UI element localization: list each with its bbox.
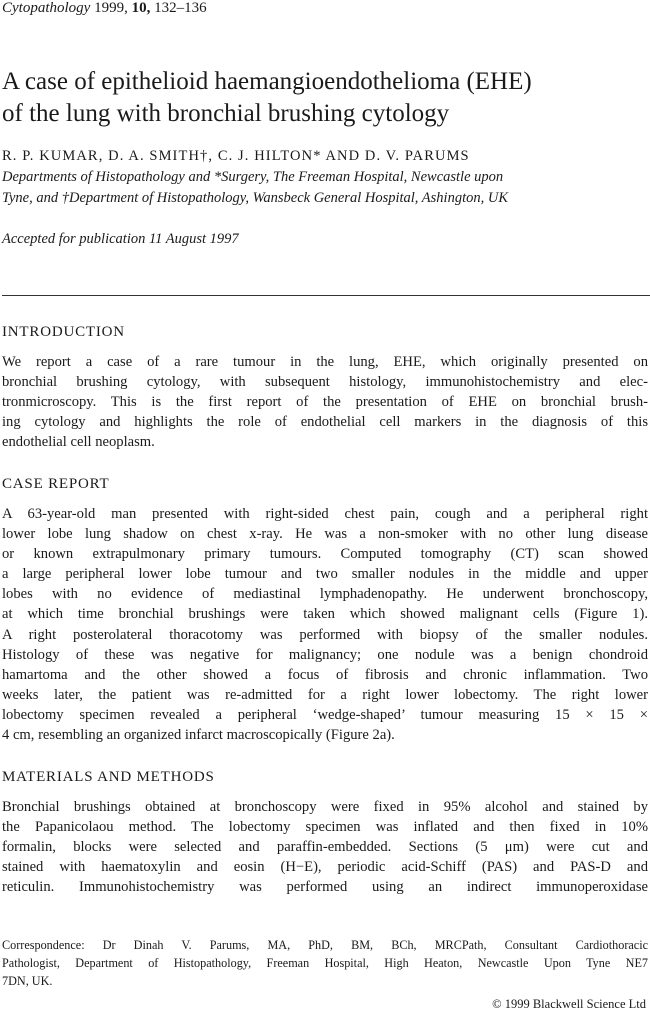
body-line: weeks later, the patient was re-admitted for a right lower lobectomy. The right lower: [2, 686, 648, 703]
materials-methods-paragraph: [2, 797, 648, 897]
affiliation-line-2: Tyne, and †Department of Histopathology, Wansbeck General Hospital, Ashington, UK: [2, 190, 508, 206]
body-line: We report a case of a rare tumour in the lung, EHE, which originally presented on: [2, 354, 648, 370]
body-line: lobes with no evidence of mediastinal lymphadenopathy. He underwent bronchoscopy,: [2, 586, 648, 603]
body-line: at which time bronchial brushings were taken which showed malignant cells (Figure 1).: [2, 606, 648, 623]
paper-page: [2, 0, 648, 1013]
section-heading-materials-methods: MATERIALS AND METHODS: [2, 769, 215, 785]
footnote-line: Correspondence: Dr Dinah V. Parums, MA, PhD, BM, BCh, MRCPath, Consultant Cardiothoracic: [2, 938, 648, 952]
case-report-paragraph: [2, 504, 648, 745]
body-line: Histology of these was negative for malignancy; one nodule was a benign chondroid: [2, 646, 648, 663]
body-line: lobectomy specimen revealed a peripheral ‘wedge-shaped’ tumour measuring 15 × 15 ×: [2, 706, 648, 723]
body-line: formalin, blocks were selected and paraffin-embedded. Sections (5 μm) were cut and: [2, 839, 648, 856]
body-line: A 63-year-old man presented with right-sided chest pain, cough and a peripheral right: [2, 506, 648, 522]
journal-citation: [2, 0, 207, 18]
affiliations: [2, 167, 642, 209]
journal-pages: 132–136: [154, 0, 207, 16]
body-line: reticulin. Immunohistochemistry was performed using an indirect immunoperoxidase: [2, 879, 648, 896]
article-title-line-2: of the lung with bronchial brushing cytology: [2, 100, 450, 127]
affiliation-line-1: Departments of Histopathology and *Surgery, The Freeman Hospital, Newcastle upon: [2, 169, 504, 185]
journal-year: 1999,: [94, 0, 128, 16]
section-heading-case-report: CASE REPORT: [2, 476, 110, 492]
body-line: a large peripheral lower lobe tumour and two smaller nodules in the middle and upper: [2, 566, 648, 583]
journal-volume: 10,: [131, 0, 151, 16]
article-title-line-1: A case of epithelioid haemangioendothelioma (EHE): [2, 68, 532, 95]
body-line: the Papanicolaou method. The lobectomy specimen was inflated and then fixed in 10%: [2, 819, 648, 836]
body-line: Bronchial brushings obtained at bronchoscopy were fixed in 95% alcohol and stained by: [2, 799, 648, 815]
body-line: stained with haematoxylin and eosin (H−E), periodic acid-Schiff (PAS) and PAS-D and: [2, 859, 648, 876]
article-title: [2, 66, 648, 130]
body-line: 4 cm, resembling an organized infarct macroscopically (Figure 2a).: [2, 727, 395, 744]
body-line: lower lobe lung shadow on chest x-ray. He was a non-smoker with no other lung disease: [2, 526, 648, 543]
body-line: bronchial brushing cytology, with subsequent histology, immunohistochemistry and elec-: [2, 374, 648, 391]
footnote-line: Pathologist, Department of Histopathology, Freeman Hospital, High Heaton, Newcastle Upon Tyne NE7: [2, 956, 648, 970]
footnote-line: 7DN, UK.: [2, 974, 53, 988]
body-line: or known extrapulmonary primary tumours. Computed tomography (CT) scan showed: [2, 546, 648, 563]
introduction-paragraph: [2, 352, 648, 452]
correspondence-footnote: [2, 936, 648, 990]
body-line: tronmicroscopy. This is the first report of the presentation of EHE on bronchial brush-: [2, 394, 648, 411]
journal-name: Cytopathology: [2, 0, 91, 16]
accepted-date: Accepted for publication 11 August 1997: [2, 231, 239, 247]
author-list: R. P. KUMAR, D. A. SMITH†, C. J. HILTON* AND D. V. PARUMS: [2, 148, 470, 164]
body-line: A right posterolateral thoracotomy was performed with biopsy of the smaller nodules.: [2, 626, 648, 643]
body-line: endothelial cell neoplasm.: [2, 434, 155, 451]
body-line: hamartoma and the other showed a focus of fibrosis and chronic inflammation. Two: [2, 666, 648, 683]
section-heading-introduction: INTRODUCTION: [2, 324, 125, 340]
header-divider: [2, 295, 650, 296]
copyright-notice: © 1999 Blackwell Science Ltd: [492, 997, 646, 1011]
body-line: ing cytology and highlights the role of endothelial cell markers in the diagnosis of this: [2, 414, 648, 431]
